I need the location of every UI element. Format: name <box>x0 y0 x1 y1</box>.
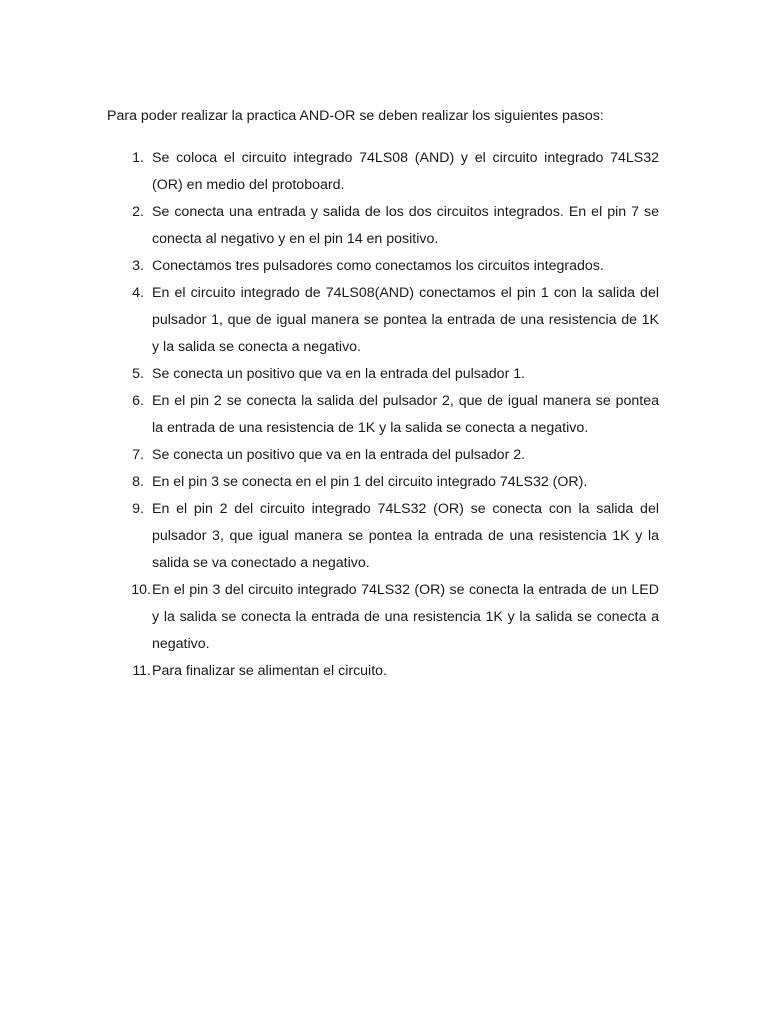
list-item <box>107 496 659 577</box>
steps-list <box>107 145 659 685</box>
list-item <box>107 145 659 199</box>
list-item <box>107 361 659 388</box>
list-item <box>107 388 659 442</box>
step-number: 3. <box>132 258 144 274</box>
step-text: En el pin 3 del circuito integrado 74LS32 (OR) se conecta la entrada de un LED y la salida se conecta la entrada de una resistencia 1K y la salida se conecta a negativo. <box>152 582 659 652</box>
step-number: 6. <box>132 393 144 409</box>
list-item <box>107 280 659 361</box>
step-text: Se conecta un positivo que va en la entrada del pulsador 1. <box>152 366 526 382</box>
list-item <box>107 442 659 469</box>
step-number: 10. <box>131 582 151 598</box>
step-number: 11. <box>132 663 151 679</box>
step-text: Se coloca el circuito integrado 74LS08 (AND) y el circuito integrado 74LS32 (OR) en medio del protoboard. <box>152 150 659 193</box>
list-item <box>107 253 659 280</box>
step-number: 1. <box>132 150 144 166</box>
step-number: 8. <box>132 474 144 490</box>
step-text: Para finalizar se alimentan el circuito. <box>152 663 387 679</box>
list-item <box>107 469 659 496</box>
step-text: Se conecta una entrada y salida de los dos circuitos integrados. En el pin 7 se conecta al negativo y en el pin 14 en positivo. <box>152 204 659 247</box>
step-number: 9. <box>132 501 144 517</box>
step-text: En el pin 2 del circuito integrado 74LS32 (OR) se conecta con la salida del pulsador 3, que igual manera se pontea la entrada de una resistencia 1K y la salida se va conectado a negativo. <box>152 501 659 571</box>
step-text: Conectamos tres pulsadores como conectamos los circuitos integrados. <box>152 258 604 274</box>
step-number: 7. <box>132 447 144 463</box>
list-item <box>107 199 659 253</box>
step-text: Se conecta un positivo que va en la entrada del pulsador 2. <box>152 447 526 463</box>
step-number: 2. <box>132 204 144 220</box>
step-text: En el pin 3 se conecta en el pin 1 del circuito integrado 74LS32 (OR). <box>152 474 588 490</box>
step-number: 4. <box>132 285 144 301</box>
step-text: En el circuito integrado de 74LS08(AND) conectamos el pin 1 con la salida del pulsador 1, que de igual manera se pontea la entrada de una resistencia de 1K y la salida se conecta a negativo. <box>152 285 659 355</box>
step-number: 5. <box>132 366 144 382</box>
step-text: En el pin 2 se conecta la salida del pulsador 2, que de igual manera se pontea la entrada de una resistencia de 1K y la salida se conecta a negativo. <box>152 393 659 436</box>
list-item <box>107 577 659 658</box>
list-item <box>107 658 659 685</box>
intro-paragraph: Para poder realizar la practica AND-OR se deben realizar los siguientes pasos: <box>107 108 604 124</box>
